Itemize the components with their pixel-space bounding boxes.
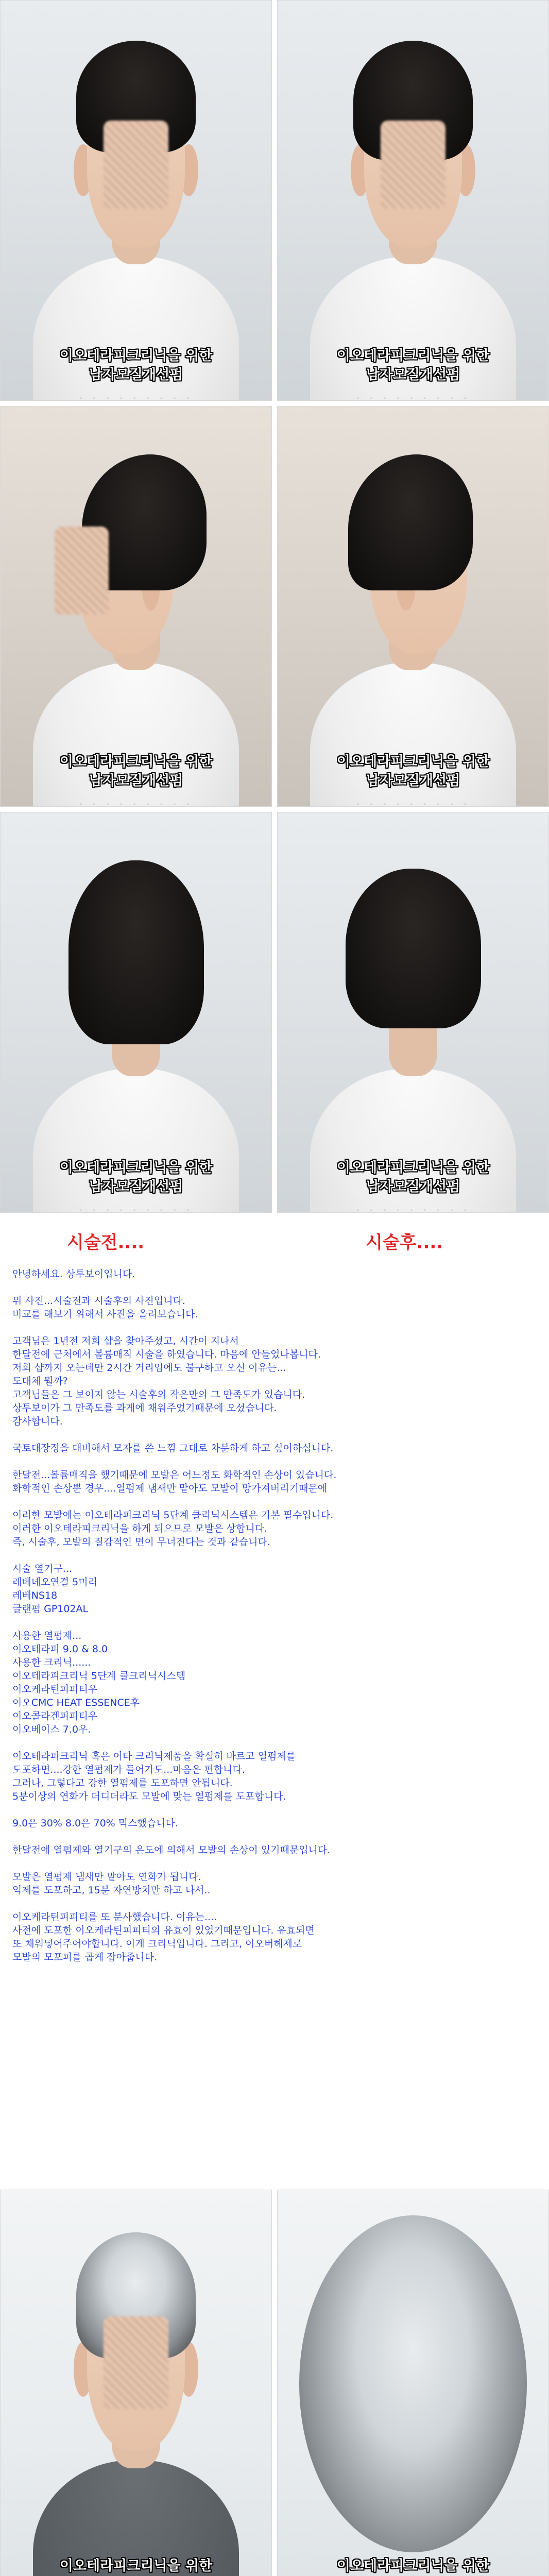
paragraph-8: 이오테라피크리닉 혹은 어타 크리닉제품을 확실히 바르고 열펌제를 도포하면....강한 열펌제가 들어가도...마음은 편합니다. 그러나, 그렇다고 강한 열펌제를 도포하면 안됩니다. 5분이상의 연화가 더디더라도 모발에 맞는 열펌제를 도포합니다. — [12, 1751, 296, 1802]
paragraph-1: 위 사진...시술전과 시술후의 사진입니다. 비교를 해보기 위해서 사진을 올려보습니다. — [12, 1295, 198, 1320]
watermark: 이오테라피크리닉을 위한 남자모질개선펌 — [336, 1160, 490, 1195]
paragraph-5: 이러한 모발에는 이오테라피크리닉 5단계 클리닉시스템은 기본 필수입니다. 이러한 이오테라피크리닉을 하게 되으므로 모발은 상합니다. 즉, 시술후, 모발의 질감적인 면이 무너진다는 것과 같습니다. — [12, 1510, 334, 1548]
process-photo-front — [0, 2190, 272, 2576]
article-body — [12, 1267, 538, 1964]
paragraph-6: 시술 열기구... 레베녜오연결 5미리 레베NS18 글랜펌 GP102AL — [12, 1563, 97, 1615]
hair — [68, 860, 204, 1044]
watermark: 이오테라피크리닉을 위한 남자모질개선펌 — [59, 754, 213, 789]
hair — [346, 869, 481, 1028]
watermark: 이오테라피크리닉을 위한 — [59, 2558, 213, 2574]
hair — [348, 454, 473, 590]
before-heading: 시술전.... — [67, 1232, 145, 1253]
watermark: 이오테라피크리닉을 위한 — [336, 2558, 490, 2574]
before-after-headings — [0, 1218, 549, 1264]
after-heading: 시술후.... — [366, 1232, 443, 1253]
hair-with-treatment — [299, 2215, 527, 2552]
watermark: 이오테라피크리닉을 위한 남자모질개선펌 — [59, 348, 213, 383]
face-blur — [104, 121, 168, 209]
before-photo-side — [0, 406, 272, 807]
watermark: 이오테라피크리닉을 위한 남자모질개선펌 — [336, 754, 490, 789]
watermark: 이오테라피크리닉을 위한 남자모질개선펌 — [59, 1160, 213, 1195]
before-photo-back — [0, 812, 272, 1213]
after-photo-back — [277, 812, 549, 1213]
after-photo-side — [277, 406, 549, 807]
face-blur — [381, 121, 445, 209]
paragraph-9: 9.0은 30% 8.0은 70% 믹스했습니다. — [12, 1818, 178, 1829]
paragraph-0: 안녕하세요. 상투보이입니다. — [12, 1268, 135, 1280]
watermark: 이오테라피크리닉을 위한 남자모질개선펌 — [336, 348, 490, 383]
paragraph-4: 한달전...볼륨매직을 했기때문에 모발은 어느정도 화학적인 손상이 있습니다. 화학적인 손상뿐 경우....열펌제 냄새만 맡아도 모발이 망가져버리기때문에 — [12, 1469, 337, 1494]
paragraph-3: 국토대장정을 대비해서 모자를 쓴 느낌 그대로 차분하게 하고 싶어하십니다. — [12, 1443, 334, 1454]
face-blur — [55, 527, 109, 615]
paragraph-12: 이오케라틴피피티를 또 분사했습니다. 이유는.... 사전에 도포한 이오케라틴피피티의 유효이 있었기때문입니다. 유효되면 또 채워넣어주어야합니다. 이게 크리닉입니다. 그리고, 이오버헤제로 모발의 모포피를 곱게 잡아줍니다. — [12, 1911, 315, 1963]
paragraph-7: 사용한 열펌제... 이오테라피 9.0 & 8.0 사용한 크리닉...... 이오테라피크리닉 5단계 클크리닉시스템 이오케라틴피피티우 이오CMC HEAT ESSENCE후 이오콜라겐피피티우 이오베이스 7.0우. — [12, 1630, 186, 1735]
paragraph-10: 한달전에 열펌제와 열기구의 온도에 의해서 모발의 손상이 있기때문입니다. — [12, 1844, 331, 1856]
paragraph-11: 모발은 열펌제 냄새만 맡아도 연화가 됩니다. 익제를 도포하고, 15분 자연방치만 하고 나서.. — [12, 1871, 211, 1896]
face-blur — [104, 2316, 168, 2409]
paragraph-2: 고객님은 1년전 저희 샵을 찾아주셨고, 시간이 지나서 한달전에 근처에서 볼륨매직 시술을 하였습니다. 마음에 안들었나봅니다. 저희 샵까지 오는데만 2시간 거리임에도 불구하고 오신 이유는... 도대체 뭘까? 고객님들은 그 보이지 않는 시술후의 작은만의 그 만족도가 있습니다. 상투보이가 그 만족도를 과게에 채워주었기때문에 오셨습니다. 감사합니다. — [12, 1335, 321, 1427]
after-photo-front — [277, 0, 549, 401]
process-photo-top — [277, 2190, 549, 2576]
before-photo-front — [0, 0, 272, 401]
